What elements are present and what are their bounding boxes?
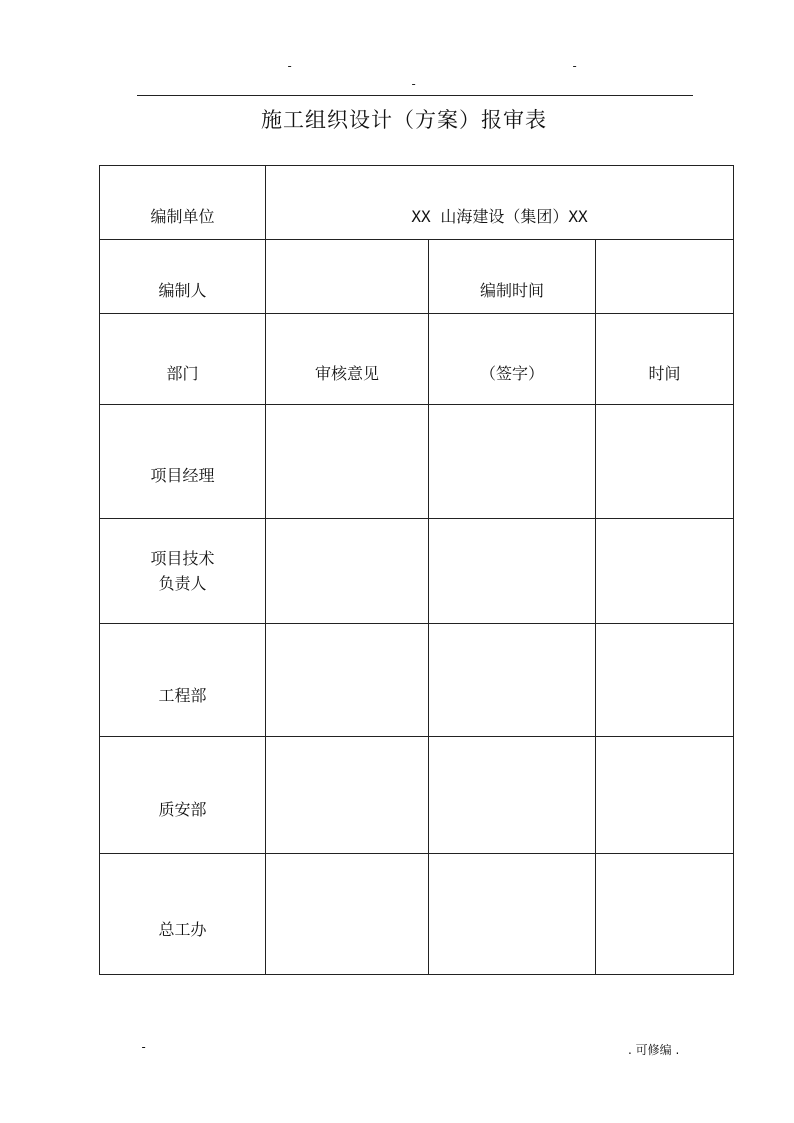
- time-label: 编制时间: [479, 281, 544, 300]
- col-header-sign-label: （签字）: [479, 364, 544, 383]
- org-label-cell: [100, 166, 266, 240]
- footer-editable-note: . 可修编 .: [628, 1043, 680, 1057]
- dept-row: [100, 624, 734, 737]
- opinion-cell[interactable]: [266, 854, 429, 975]
- col-header-opinion: [266, 314, 429, 405]
- dept-name: 项目技术: [150, 549, 215, 568]
- header-rule: [137, 95, 693, 96]
- dept-row: [100, 519, 734, 624]
- date-cell[interactable]: [596, 854, 734, 975]
- col-header-opinion-label: 审核意见: [314, 364, 379, 383]
- sign-cell[interactable]: [429, 405, 596, 519]
- dept-row: [100, 737, 734, 854]
- dept-label-cell: [100, 624, 266, 737]
- column-header-row: [100, 314, 734, 405]
- author-label: 编制人: [158, 281, 207, 300]
- time-label-cell: [429, 240, 596, 314]
- col-header-dept: [100, 314, 266, 405]
- opinion-cell[interactable]: [266, 519, 429, 624]
- date-cell[interactable]: [596, 737, 734, 854]
- sign-cell[interactable]: [429, 854, 596, 975]
- review-form-table: [99, 165, 734, 975]
- org-row: [100, 166, 734, 240]
- author-row: [100, 240, 734, 314]
- dept-row: [100, 405, 734, 519]
- col-header-dept-label: 部门: [166, 364, 199, 383]
- author-label-cell: [100, 240, 266, 314]
- dept-name: 项目经理: [150, 466, 215, 485]
- col-header-date-label: 时间: [648, 364, 681, 383]
- dept-name-line2: 负责人: [158, 574, 207, 593]
- sign-cell[interactable]: [429, 737, 596, 854]
- time-value-cell[interactable]: [596, 240, 734, 314]
- dept-label-cell: [100, 519, 266, 624]
- header-mark-center: -: [410, 77, 418, 91]
- opinion-cell[interactable]: [266, 624, 429, 737]
- org-label: 编制单位: [150, 207, 215, 226]
- document-title: 施工组织设计（方案）报审表: [261, 108, 547, 132]
- author-value-cell[interactable]: [266, 240, 429, 314]
- dept-name: 总工办: [158, 920, 207, 939]
- header-mark-right: -: [571, 59, 579, 73]
- header-mark-left: -: [286, 59, 294, 73]
- date-cell[interactable]: [596, 405, 734, 519]
- dept-name: 质安部: [158, 800, 207, 819]
- date-cell[interactable]: [596, 519, 734, 624]
- date-cell[interactable]: [596, 624, 734, 737]
- sign-cell[interactable]: [429, 624, 596, 737]
- org-value-cell[interactable]: [266, 166, 734, 240]
- col-header-date: [596, 314, 734, 405]
- footer-mark: -: [140, 1040, 148, 1054]
- col-header-sign: [429, 314, 596, 405]
- dept-row: [100, 854, 734, 975]
- sign-cell[interactable]: [429, 519, 596, 624]
- dept-name: 工程部: [158, 686, 207, 705]
- opinion-cell[interactable]: [266, 405, 429, 519]
- opinion-cell[interactable]: [266, 737, 429, 854]
- dept-label-cell: [100, 405, 266, 519]
- org-value: XX 山海建设（集团）XX: [411, 207, 588, 226]
- dept-label-cell: [100, 737, 266, 854]
- dept-label-cell: [100, 854, 266, 975]
